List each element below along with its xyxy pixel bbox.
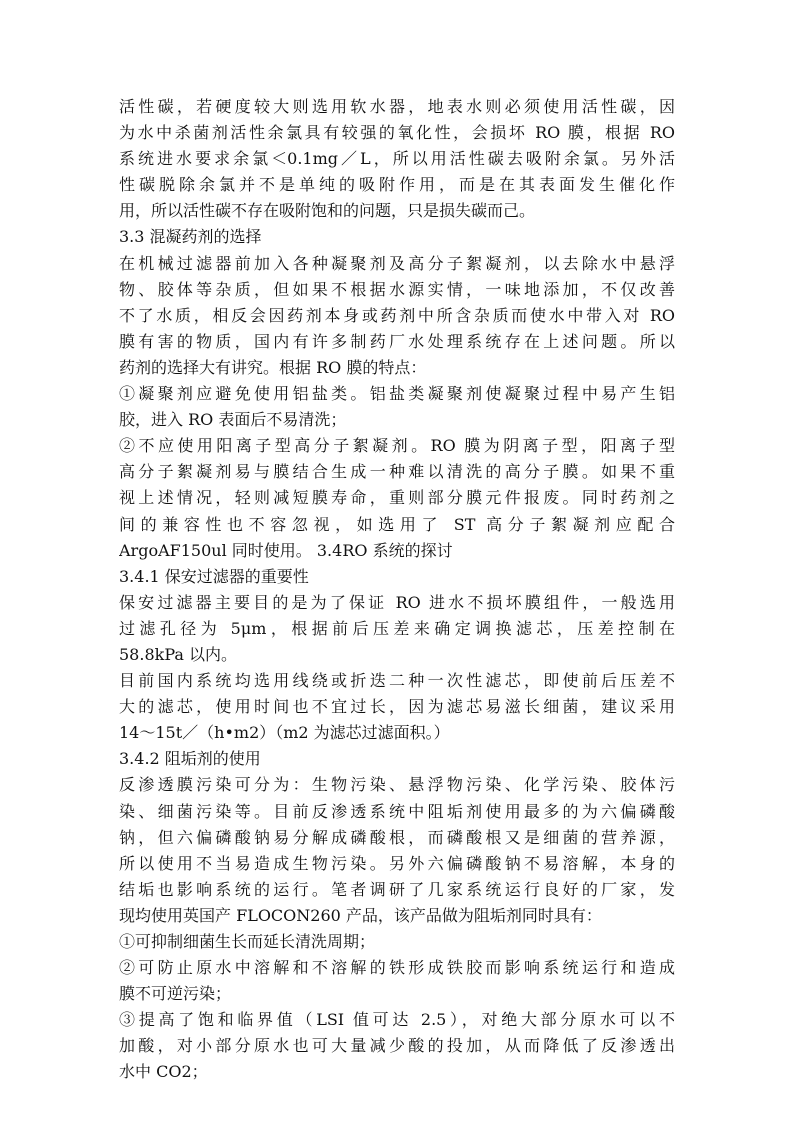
text-line: 大的滤芯，使用时间也不宜过长，因为滤芯易滋长细菌，建议采用 bbox=[119, 697, 675, 717]
list-item: ①凝聚剂应避免使用铝盐类。铝盐类凝聚剂使凝聚过程中易产生铝 bbox=[119, 384, 675, 404]
text-line: 反渗透膜污染可分为：生物污染、悬浮物污染、化学污染、胶体污 bbox=[119, 775, 675, 795]
text-line: 染、细菌污染等。目前反渗透系统中阻垢剂使用最多的为六偏磷酸 bbox=[119, 801, 675, 821]
text-line: 14～15t／（h•m2）（m2 为滤芯过滤面积。） bbox=[119, 723, 450, 743]
list-item: ②可防止原水中溶解和不溶解的铁形成铁胶而影响系统运行和造成 bbox=[119, 958, 675, 978]
text-line: 保安过滤器主要目的是为了保证 RO 进水不损坏膜组件，一般选用 bbox=[119, 592, 675, 612]
text-line: 水中 CO2； bbox=[119, 1062, 208, 1082]
list-item: ③提高了饱和临界值（LSI 值可达 2.5），对绝大部分原水可以不 bbox=[119, 1010, 675, 1030]
text-line: 所以使用不当易造成生物污染。另外六偏磷酸钠不易溶解，本身的 bbox=[119, 853, 675, 873]
text-line: 在机械过滤器前加入各种凝聚剂及高分子絮凝剂，以去除水中悬浮 bbox=[119, 253, 675, 273]
text-line: 膜不可逆污染； bbox=[119, 984, 232, 1004]
text-line: 不了水质，相反会因药剂本身或药剂中所含杂质而使水中带入对 RO bbox=[119, 305, 675, 325]
section-heading: 3.3 混凝药剂的选择 bbox=[119, 227, 262, 247]
text-line: 58.8kPa 以内。 bbox=[119, 644, 237, 664]
text-line: 目前国内系统均选用线绕或折迭二种一次性滤芯，即使前后压差不 bbox=[119, 671, 675, 691]
body-text bbox=[119, 94, 675, 1086]
text-line: 加酸，对小部分原水也可大量减少酸的投加，从而降低了反渗透出 bbox=[119, 1036, 675, 1056]
text-line: 物、胶体等杂质，但如果不根据水源实情，一味地添加，不仅改善 bbox=[119, 279, 675, 299]
text-line: 钠，但六偏磷酸钠易分解成磷酸根，而磷酸根又是细菌的营养源， bbox=[119, 827, 675, 847]
text-line: 间的兼容性也不容忽视，如选用了 ST 高分子絮凝剂应配合 bbox=[119, 514, 675, 534]
text-line: 药剂的选择大有讲究。根据 RO 膜的特点： bbox=[119, 357, 427, 377]
text-line: 过滤孔径为 5μm，根据前后压差来确定调换滤芯，压差控制在 bbox=[119, 618, 675, 638]
text-line: 系统进水要求余氯＜0.1mg／L，所以用活性碳去吸附余氯。另外活 bbox=[119, 149, 675, 169]
text-line: 为水中杀菌剂活性余氯具有较强的氧化性，会损坏 RO 膜，根据 RO bbox=[119, 123, 675, 143]
text-line: 高分子絮凝剂易与膜结合生成一种难以清洗的高分子膜。如果不重 bbox=[119, 462, 675, 482]
list-item: ①可抑制细菌生长而延长清洗周期； bbox=[119, 932, 376, 951]
text-line: ArgoAF150ul 同时使用。 3.4RO 系统的探讨 bbox=[119, 540, 453, 560]
text-line: 现均使用英国产 FLOCON260 产品，该产品做为阻垢剂同时具有： bbox=[119, 905, 602, 925]
text-line: 活性碳，若硬度较大则选用软水器，地表水则必须使用活性碳，因 bbox=[119, 97, 675, 116]
section-heading: 3.4.2 阻垢剂的使用 bbox=[119, 749, 261, 769]
text-line: 用，所以活性碳不存在吸附饱和的问题，只是损失碳而己。 bbox=[119, 201, 536, 221]
text-line: 视上述情况，轻则减短膜寿命，重则部分膜元件报废。同时药剂之 bbox=[119, 488, 675, 508]
list-item: ②不应使用阳离子型高分子絮凝剂。RO 膜为阴离子型，阳离子型 bbox=[119, 436, 675, 456]
text-line: 膜有害的物质，国内有许多制药厂水处理系统存在上述问题。所以 bbox=[119, 331, 675, 351]
text-line: 结垢也影响系统的运行。笔者调研了几家系统运行良好的厂家，发 bbox=[119, 879, 675, 899]
text-line: 胶，进入 RO 表面后不易清洗； bbox=[119, 410, 347, 430]
section-heading: 3.4.1 保安过滤器的重要性 bbox=[119, 566, 309, 586]
text-line: 性碳脱除余氯并不是单纯的吸附作用，而是在其表面发生催化作 bbox=[119, 175, 675, 195]
